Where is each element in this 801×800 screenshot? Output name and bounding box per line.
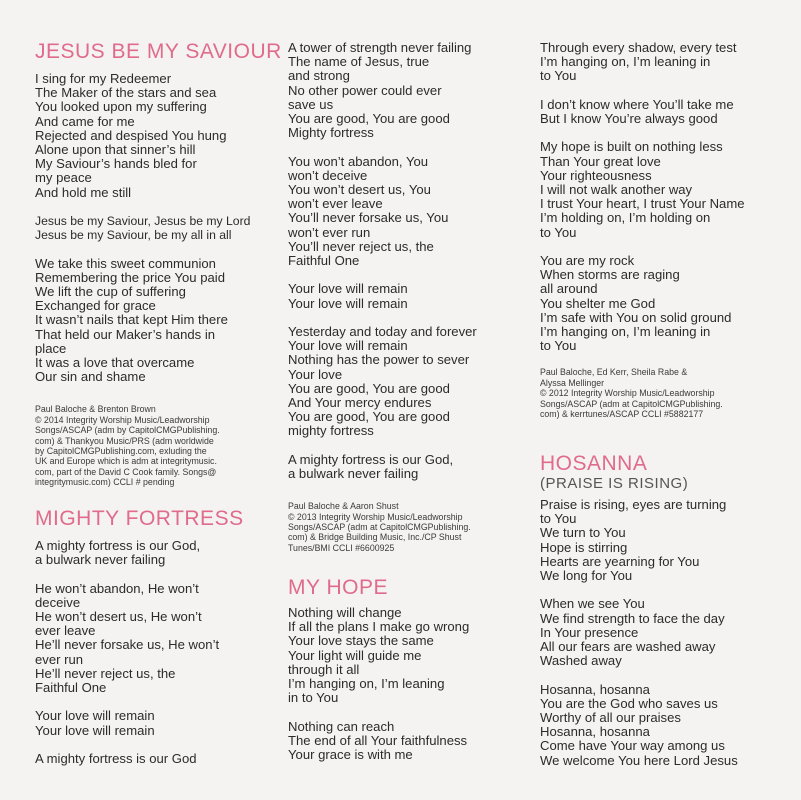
lyric-line: I’m holding on, I’m holding on xyxy=(540,210,711,226)
stanza xyxy=(540,498,785,583)
stanza xyxy=(35,709,265,737)
lyric-line: save us xyxy=(288,96,334,112)
stanza xyxy=(35,582,265,696)
credit-line: Songs/ASCAP (adm at CapitolCMGPublishing. xyxy=(540,398,723,409)
lyric-line: I don’t know where You’ll take me xyxy=(540,96,734,112)
lyric-line: We find strength to face the day xyxy=(540,610,725,626)
lyric-line: If all the plans I make go wrong xyxy=(288,619,470,635)
song-jesus-be-my-saviour xyxy=(35,40,282,488)
lyric-line: A mighty fortress is our God, xyxy=(288,451,454,467)
stanza xyxy=(288,155,518,269)
lyric-line: place xyxy=(35,340,67,356)
stanza xyxy=(540,140,785,239)
lyric-line: You’ll never forsake us, You xyxy=(288,210,449,226)
credit-line: Paul Baloche & Aaron Shust xyxy=(288,501,399,512)
credit-line: Songs/ASCAP (adm by CapitolCMGPublishing. xyxy=(35,425,220,436)
stanza xyxy=(35,752,265,766)
lyric-line: Rejected and despised You hung xyxy=(35,127,227,143)
lyric-line: You won’t abandon, You xyxy=(288,153,429,169)
song-my-hope-continued xyxy=(540,41,785,419)
song-mighty-fortress xyxy=(35,507,265,766)
lyric-line: Your righteousness xyxy=(540,167,652,183)
lyric-line: Jesus be my Saviour, be my all in all xyxy=(35,228,232,243)
lyric-line: When storms are raging xyxy=(540,267,680,283)
lyric-line: Exchanged for grace xyxy=(35,298,156,314)
lyric-line: My hope is built on nothing less xyxy=(540,139,723,155)
stanza xyxy=(35,72,265,200)
lyric-line: Nothing will change xyxy=(288,605,402,620)
lyric-line: No other power could ever xyxy=(288,82,442,98)
lyric-line: Than Your great love xyxy=(540,153,661,169)
credit-line: com, part of the David C Cook family. Songs@ xyxy=(35,466,217,477)
lyric-line: And hold me still xyxy=(35,184,132,200)
stanza xyxy=(540,683,785,768)
credit-line: by CapitolCMGPublishing.com, exluding the xyxy=(35,446,207,457)
lyric-line: You are good, You are good xyxy=(288,409,450,425)
lyric-line: The Maker of the stars and sea xyxy=(35,85,217,101)
lyric-line: and strong xyxy=(288,68,350,84)
lyric-line: Your love stays the same xyxy=(288,633,434,649)
song-mighty-fortress-continued xyxy=(288,41,518,553)
lyric-line: Your love will remain xyxy=(288,295,408,311)
lyric-line: You looked upon my suffering xyxy=(35,99,207,115)
stanza xyxy=(288,282,518,310)
lyric-line: We take this sweet communion xyxy=(35,255,216,271)
lyric-line: a bulwark never failing xyxy=(288,466,419,482)
lyric-line: Mighty fortress xyxy=(288,125,374,141)
credit-line: UK and Europe which is adm at integritymusic. xyxy=(35,456,217,467)
lyric-line: You shelter me God xyxy=(540,295,656,311)
lyric-line: Hearts are yearning for You xyxy=(540,553,700,569)
lyric-line: through it all xyxy=(288,661,360,677)
lyric-line: Washed away xyxy=(540,653,622,669)
song-title: MY HOPE xyxy=(288,576,388,599)
lyric-line: Yesterday and today and forever xyxy=(288,324,477,340)
lyric-line: ever run xyxy=(35,651,84,667)
lyric-line: Our sin and shame xyxy=(35,369,146,385)
song-title: JESUS BE MY SAVIOUR xyxy=(35,40,282,63)
lyric-line: Your light will guide me xyxy=(288,647,422,663)
lyric-line: You are good, You are good xyxy=(288,111,450,127)
credit-line: Tunes/BMI CCLI #6600925 xyxy=(288,542,395,553)
song-title: MIGHTY FORTRESS xyxy=(35,507,244,530)
lyric-line: The end of all Your faithfulness xyxy=(288,732,468,748)
stanza xyxy=(540,254,785,353)
lyric-line: to You xyxy=(540,338,577,354)
lyric-line: I sing for my Redeemer xyxy=(35,71,172,86)
credit-line: com) & Bridge Building Music, Inc./CP Shust xyxy=(288,532,462,543)
lyric-line: a bulwark never failing xyxy=(35,552,166,568)
lyric-line: my peace xyxy=(35,170,92,186)
lyric-line: Your love will remain xyxy=(288,281,408,297)
stanza xyxy=(35,539,265,567)
lyric-line: He’ll never forsake us, He won’t xyxy=(35,637,220,653)
stanza xyxy=(288,606,518,705)
lyric-line: deceive xyxy=(35,594,81,610)
lyric-line: Your love will remain xyxy=(35,708,155,724)
song-title: HOSANNA xyxy=(540,452,648,475)
lyric-line: The name of Jesus, true xyxy=(288,54,430,70)
lyric-line: Faithful One xyxy=(288,253,360,269)
lyric-line: Praise is rising, eyes are turning xyxy=(540,497,727,512)
stanza xyxy=(288,720,518,763)
lyric-line: Hosanna, hosanna xyxy=(540,681,650,697)
lyric-line: all around xyxy=(540,281,598,297)
lyric-line: Worthy of all our praises xyxy=(540,710,681,726)
lyric-line: That held our Maker’s hands in xyxy=(35,326,216,342)
credit-line: Alyssa Mellinger xyxy=(540,377,605,388)
lyric-line: mighty fortress xyxy=(288,423,374,439)
lyric-line: But I know You’re always good xyxy=(540,111,718,126)
lyric-line: We long for You xyxy=(540,568,633,584)
credit-line: Paul Baloche & Brenton Brown xyxy=(35,404,156,415)
credit-line: © 2013 Integrity Worship Music/Leadworship xyxy=(288,511,463,522)
credit-line: © 2012 Integrity Worship Music/Leadworship xyxy=(540,388,715,399)
lyric-line: Nothing has the power to sever xyxy=(288,352,470,368)
lyric-line: I’m hanging on, I’m leaning xyxy=(288,676,445,692)
stanza xyxy=(288,41,518,140)
lyric-line: I’m safe with You on solid ground xyxy=(540,309,732,325)
lyric-line: You are my rock xyxy=(540,253,635,268)
lyric-line: A mighty fortress is our God, xyxy=(35,538,201,553)
lyric-line: Hosanna, hosanna xyxy=(540,724,650,740)
lyric-line: Your love xyxy=(288,366,343,382)
lyric-line: to You xyxy=(540,68,577,84)
lyric-line: Remembering the price You paid xyxy=(35,269,225,285)
credit-line: Songs/ASCAP (adm at CapitolCMGPublishing. xyxy=(288,522,471,533)
lyric-line: Come have Your way among us xyxy=(540,738,725,754)
lyric-line: won’t ever leave xyxy=(288,196,383,212)
lyric-line: In Your presence xyxy=(540,624,639,640)
lyric-line: It wasn’t nails that kept Him there xyxy=(35,312,228,328)
lyric-line: He’ll never reject us, the xyxy=(35,665,176,681)
lyric-line: A tower of strength never failing xyxy=(288,40,472,55)
lyric-line: A mighty fortress is our God xyxy=(35,751,197,766)
lyric-line: won’t ever run xyxy=(288,224,371,240)
stanza xyxy=(540,597,785,668)
song-credits xyxy=(540,367,785,419)
lyric-line: We welcome You here Lord Jesus xyxy=(540,752,738,768)
lyric-line: All our fears are washed away xyxy=(540,639,716,655)
stanza xyxy=(288,325,518,439)
lyric-line: Faithful One xyxy=(35,680,107,696)
lyric-line: When we see You xyxy=(540,596,645,612)
lyric-line: to You xyxy=(540,511,577,527)
song-my-hope xyxy=(288,576,518,762)
lyric-line: You’ll never reject us, the xyxy=(288,238,434,254)
lyric-line: You are the God who saves us xyxy=(540,695,718,711)
lyric-line: Through every shadow, every test xyxy=(540,40,737,55)
lyric-line: You are good, You are good xyxy=(288,380,450,396)
song-credits xyxy=(35,404,265,487)
lyric-line: We lift the cup of suffering xyxy=(35,284,186,300)
lyric-line: It was a love that overcame xyxy=(35,355,195,371)
lyric-line: I’m hanging on, I’m leaning in xyxy=(540,54,711,70)
lyric-line: Jesus be my Saviour, Jesus be my Lord xyxy=(35,214,251,229)
chorus xyxy=(35,214,265,242)
lyric-line: My Saviour’s hands bled for xyxy=(35,156,197,172)
lyric-line: Your grace is with me xyxy=(288,747,413,763)
credit-line: Paul Baloche, Ed Kerr, Sheila Rabe & xyxy=(540,367,688,378)
song-credits xyxy=(288,501,518,553)
stanza xyxy=(540,98,785,126)
lyric-line: Alone upon that sinner’s hill xyxy=(35,142,196,158)
stanza xyxy=(288,453,518,481)
stanza xyxy=(540,41,785,84)
lyric-line: Your love will remain xyxy=(288,338,408,354)
lyric-line: to You xyxy=(540,224,577,240)
credit-line: com) & Thankyou Music/PRS (adm worldwide xyxy=(35,435,214,446)
lyric-line: We turn to You xyxy=(540,525,626,541)
lyric-line: I’m hanging on, I’m leaning in xyxy=(540,324,711,340)
lyric-line: ever leave xyxy=(35,623,96,639)
stanza xyxy=(35,257,265,385)
credit-line: integritymusic.com) CCLI # pending xyxy=(35,477,175,488)
lyric-line: And Your mercy endures xyxy=(288,395,432,411)
credit-line: com) & kerrtunes/ASCAP CCLI #5882177 xyxy=(540,409,704,420)
lyric-line: He won’t abandon, He won’t xyxy=(35,580,199,596)
credit-line: © 2014 Integrity Worship Music/Leadworship xyxy=(35,414,210,425)
lyric-line: Hope is stirring xyxy=(540,539,628,555)
lyric-line: won’t deceive xyxy=(288,167,368,183)
lyric-line: You won’t desert us, You xyxy=(288,182,431,198)
song-subtitle: (PRAISE IS RISING) xyxy=(540,475,689,492)
lyric-line: I trust Your heart, I trust Your Name xyxy=(540,196,745,212)
lyric-line: He won’t desert us, He won’t xyxy=(35,609,202,624)
lyric-line: Nothing can reach xyxy=(288,718,395,734)
song-hosanna xyxy=(540,452,785,768)
lyric-line: And came for me xyxy=(35,113,135,129)
lyric-line: I will not walk another way xyxy=(540,182,693,197)
lyric-line: Your love will remain xyxy=(35,722,155,738)
lyric-line: in to You xyxy=(288,690,339,706)
